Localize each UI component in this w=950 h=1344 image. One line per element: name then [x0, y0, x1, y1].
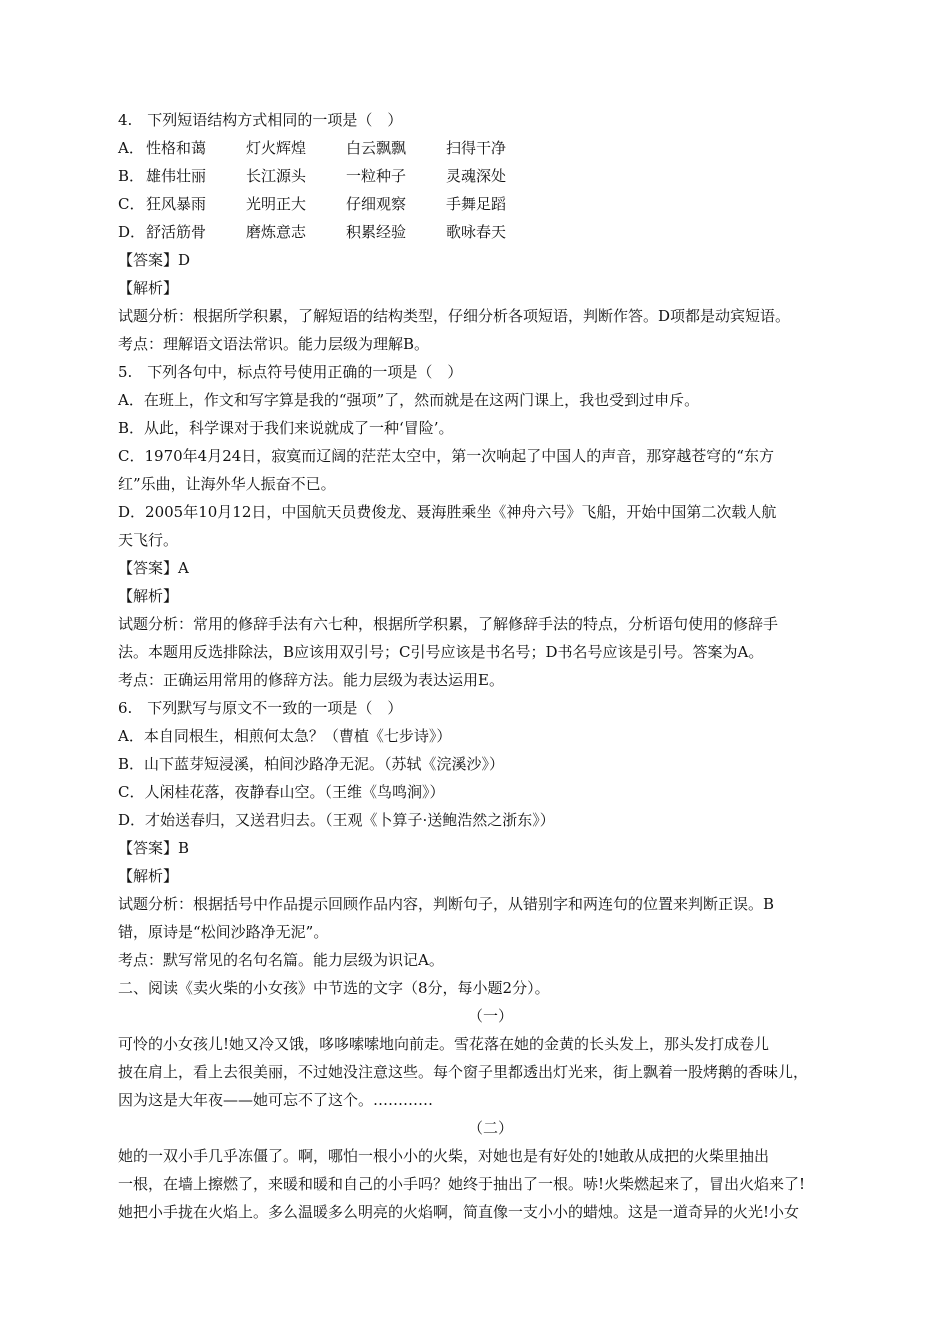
option-item: 白云飘飘 [346, 139, 407, 157]
q6-option-c: C．人闲桂花落，夜静春山空。（王维《鸟鸣涧》） [118, 783, 445, 801]
q6-answer: 【答案】B [118, 839, 190, 857]
q5-option-b: B．从此，科学课对于我们来说就成了一种‘冒险’。 [118, 419, 454, 437]
option-label: D． [118, 223, 146, 241]
part1-line: 可怜的小女孩儿!她又冷又饿，哆哆嗦嗦地向前走。雪花落在她的金黄的长头发上，那头发打成卷儿 [118, 1035, 770, 1053]
option-item: 手舞足蹈 [446, 195, 507, 213]
section2-title: 二、阅读《卖火柴的小女孩》中节选的文字（8分，每小题2分）。 [118, 979, 550, 997]
option-item: 灯火辉煌 [246, 139, 307, 157]
part1-line: 披在肩上，看上去很美丽，不过她没注意这些。每个窗子里都透出灯光来，街上飘着一股烤鹅的香味儿， [118, 1063, 809, 1081]
option-item: 歌咏春天 [446, 223, 507, 241]
option-label: A． [118, 139, 144, 157]
q5-option-c-line1: C．1970年4月24日，寂寞而辽阔的茫茫太空中，第一次响起了中国人的声音，那穿越苍穹的“东方 [118, 447, 774, 465]
option-item: 雄伟壮丽 [146, 167, 207, 185]
option-item: 磨炼意志 [246, 223, 307, 241]
option-item: 一粒种子 [346, 167, 407, 185]
q5-analysis-title: 【解析】 [118, 587, 179, 605]
option-item: 狂风暴雨 [146, 195, 207, 213]
q5-option-d-line1: D．2005年10月12日，中国航天员费俊龙、聂海胜乘坐《神舟六号》飞船，开始中国第二次载人航 [118, 503, 777, 521]
option-item: 性格和蔼 [146, 139, 207, 157]
q4-analysis-title: 【解析】 [118, 279, 179, 297]
option-item: 舒活筋骨 [146, 223, 207, 241]
q6-option-a: A．本自同根生，相煎何太急？（曹植《七步诗》） [118, 727, 452, 745]
q5-option-d-line2: 天飞行。 [118, 531, 179, 549]
q5-analysis-line2: 法。本题用反选排除法，B应该用双引号；C引号应该是书名号；D书名号应该是引号。答案为A。 [118, 643, 764, 661]
q6-stem: 6. 下列默写与原文不一致的一项是（ ） [118, 699, 403, 717]
q4-answer: 【答案】D [118, 251, 191, 269]
q4-analysis: 试题分析：根据所学积累，了解短语的结构类型，仔细分析各项短语，判断作答。D项都是动宾短语。 [118, 307, 791, 325]
option-item: 仔细观察 [346, 195, 407, 213]
q5-answer: 【答案】A [118, 559, 189, 577]
q4-stem: 4. 下列短语结构方式相同的一项是（ ） [118, 111, 403, 129]
q4-option-c [118, 190, 863, 218]
q5-point: 考点：正确运用常用的修辞方法。能力层级为表达运用E。 [118, 671, 504, 689]
option-label: C． [118, 195, 145, 213]
q4-option-b [118, 162, 863, 190]
q5-option-c-line2: 红”乐曲，让海外华人振奋不已。 [118, 475, 336, 493]
q6-analysis-title: 【解析】 [118, 867, 179, 885]
q6-analysis-line1: 试题分析：根据括号中作品提示回顾作品内容，判断句子，从错别字和两连句的位置来判断正误。B [118, 895, 775, 913]
q6-option-d: D．才始送春归，又送君归去。（王观《卜算子·送鲍浩然之浙东》） [118, 811, 555, 829]
q5-analysis-line1: 试题分析：常用的修辞手法有六七种，根据所学积累，了解修辞手法的特点，分析语句使用的修辞手 [118, 615, 779, 633]
q6-option-b: B．山下蓝芽短浸溪，柏间沙路净无泥。（苏轼《浣溪沙》） [118, 755, 505, 773]
q4-option-d [118, 218, 863, 246]
option-item: 积累经验 [346, 223, 407, 241]
q5-option-a: A．在班上，作文和写字算是我的“强项”了，然而就是在这两门课上，我也受到过申斥。 [118, 391, 700, 409]
option-label: B． [118, 167, 145, 185]
part2-line: 她把小手拢在火焰上。多么温暖多么明亮的火焰啊，简直像一支小小的蜡烛。这是一道奇异的火光!小女 [118, 1203, 800, 1221]
q5-stem: 5. 下列各句中，标点符号使用正确的一项是（ ） [118, 363, 463, 381]
document-page [118, 106, 863, 1226]
q6-analysis-line2: 错，原诗是“松间沙路净无泥”。 [118, 923, 329, 941]
part2-line: 一根，在墙上擦燃了，来暖和暖和自己的小手吗？她终于抽出了一根。哧!火柴燃起来了，冒出火焰来了! [118, 1175, 806, 1193]
q4-point: 考点：理解语文语法常识。能力层级为理解B。 [118, 335, 430, 353]
option-item: 光明正大 [246, 195, 307, 213]
part2-line: 她的一双小手几乎冻僵了。啊，哪怕一根小小的火柴，对她也是有好处的!她敢从成把的火柴里抽出 [118, 1147, 770, 1165]
option-item: 扫得干净 [446, 139, 507, 157]
q4-option-a [118, 134, 863, 162]
q6-point: 考点：默写常见的名句名篇。能力层级为识记A。 [118, 951, 444, 969]
part2-heading: （二） [467, 1119, 513, 1137]
part1-line: 因为这是大年夜——她可忘不了这个。………… [118, 1091, 434, 1109]
option-item: 长江源头 [246, 167, 307, 185]
option-item: 灵魂深处 [446, 167, 507, 185]
part1-heading: （一） [467, 1007, 513, 1025]
